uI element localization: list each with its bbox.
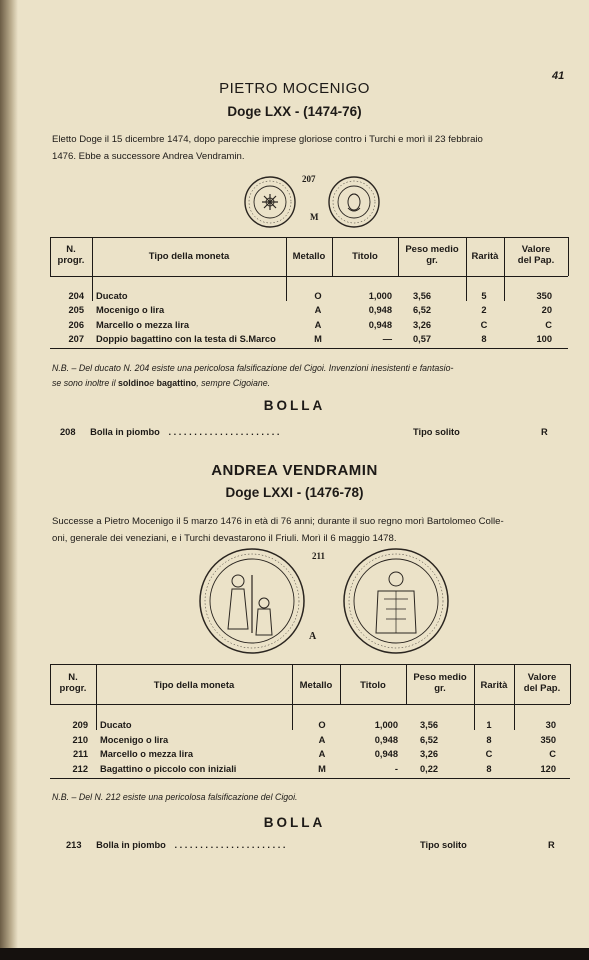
table-bottom-rule: [50, 348, 568, 349]
note-line: N.B. – Del ducato N. 204 esiste una pericolosa falsificazione del Cigoi. Invenzioni inesistenti e fantasio-: [52, 363, 454, 373]
page-bottom-edge: [0, 948, 589, 960]
cell-rarita: 8: [481, 334, 487, 344]
cell-titolo: -: [394, 764, 398, 774]
cell-titolo: 0,948: [368, 305, 392, 315]
cell-titolo: 0,948: [374, 749, 398, 759]
cell-peso: 6,52: [420, 735, 439, 745]
header-valore: Valore del Pap.: [523, 672, 561, 694]
note-term-bagattino: bagattino: [156, 378, 197, 388]
cell-valore: 100: [536, 334, 552, 344]
note-text: se sono inoltre il: [52, 378, 119, 388]
header-tipo: Tipo della moneta: [153, 680, 235, 691]
note-vendramin: [52, 790, 297, 805]
header-rarita: Rarità: [471, 251, 499, 262]
section-subtitle-vendramin: Doge LXXI - (1476-78): [225, 485, 364, 500]
cell-valore: C: [549, 749, 556, 759]
note-text: , sempre Cigoiane.: [196, 378, 271, 388]
cell-valore: 350: [540, 735, 556, 745]
section-subtitle-mocenigo: Doge LXX - (1474-76): [227, 104, 362, 119]
bolla-row-208: [60, 427, 280, 437]
header-titolo: Titolo: [360, 680, 386, 691]
header-peso: Peso medio gr.: [405, 244, 459, 266]
bolla-title-2: BOLLA: [263, 815, 326, 830]
intro-line: 1476. Ebbe a successore Andrea Vendramin.: [52, 151, 245, 162]
table-top-rule: [50, 664, 570, 665]
cell-peso: 6,52: [413, 305, 432, 315]
header-n: N. progr.: [57, 244, 85, 266]
cell-metallo: A: [314, 305, 322, 315]
intro-text-mocenigo: [52, 131, 483, 165]
coin-letter: M: [310, 212, 319, 222]
cell-valore: 120: [540, 764, 556, 774]
col-divider: [286, 237, 287, 301]
coin-illustration-211: [198, 547, 450, 657]
cell-rarita: C: [485, 749, 493, 759]
header-n: N. progr.: [59, 672, 87, 694]
cell-tipo: Doppio bagattino con la testa di S.Marco: [96, 334, 276, 344]
bolla-desc: Tipo solito: [413, 427, 460, 437]
cell-peso: 0,57: [413, 334, 432, 344]
bolla-valore: R: [541, 427, 548, 437]
cell-titolo: 0,948: [368, 320, 392, 330]
cell-titolo: 0,948: [374, 735, 398, 745]
cell-tipo: Marcello o mezza lira: [96, 320, 190, 330]
intro-text-vendramin: [52, 513, 504, 547]
cell-tipo: Mocenigo o lira: [96, 305, 165, 315]
coin-211-drawing: [198, 547, 450, 657]
cell-metallo: A: [318, 749, 326, 759]
table-bottom-rule: [50, 778, 570, 779]
cell-tipo: Ducato: [100, 720, 132, 730]
cell-rarita: 5: [481, 291, 487, 301]
cell-titolo: 1,000: [374, 720, 398, 730]
cell-valore: 350: [536, 291, 552, 301]
col-divider: [292, 664, 293, 730]
cell-rarita: 8: [486, 735, 492, 745]
cell-n: 211: [73, 749, 88, 759]
bolla-dots: . . . . . . . . . . . . . . . . . . . . . .: [168, 427, 280, 437]
cell-rarita: 8: [486, 764, 492, 774]
bolla-row-213: [66, 840, 286, 850]
cell-peso: 3,56: [413, 291, 432, 301]
col-divider: [92, 237, 93, 301]
bolla-tipo: Bolla in piombo: [90, 427, 160, 437]
bolla-n: 213: [66, 840, 82, 850]
cell-tipo: Bagattino o piccolo con iniziali: [100, 764, 237, 774]
cell-metallo: O: [318, 720, 326, 730]
bolla-valore: R: [548, 840, 555, 850]
cell-valore: C: [545, 320, 552, 330]
col-divider: [466, 237, 467, 301]
cell-n: 209: [72, 720, 88, 730]
bolla-title-1: BOLLA: [263, 398, 326, 413]
cell-peso: 3,26: [420, 749, 439, 759]
cell-peso: 0,22: [420, 764, 439, 774]
cell-metallo: O: [314, 291, 322, 301]
cell-rarita: 1: [486, 720, 492, 730]
cell-metallo: A: [318, 735, 326, 745]
cell-peso: 3,26: [413, 320, 432, 330]
cell-n: 204: [68, 291, 84, 301]
col-divider: [570, 664, 571, 704]
bolla-dots: . . . . . . . . . . . . . . . . . . . . . .: [174, 840, 286, 850]
header-peso: Peso medio gr.: [413, 672, 467, 694]
bolla-n: 208: [60, 427, 76, 437]
page-number: 41: [552, 70, 565, 82]
cell-tipo: Marcello o mezza lira: [100, 749, 194, 759]
note-line: N.B. – Del N. 212 esiste una pericolosa falsificazione del Cigoi.: [52, 792, 298, 802]
cell-peso: 3,56: [420, 720, 439, 730]
section-title-mocenigo: PIETRO MOCENIGO: [219, 80, 370, 97]
coin-illustration-207: [244, 172, 384, 232]
table-header-rule: [50, 276, 568, 277]
cell-tipo: Ducato: [96, 291, 128, 301]
cell-titolo: 1,000: [368, 291, 392, 301]
coin-letter: A: [309, 631, 317, 642]
cell-rarita: C: [480, 320, 488, 330]
note-mocenigo: [52, 361, 453, 391]
header-titolo: Titolo: [352, 251, 378, 262]
bolla-tipo: Bolla in piombo: [96, 840, 166, 850]
cell-metallo: M: [314, 334, 322, 344]
cell-n: 206: [68, 320, 84, 330]
coin-number: 211: [312, 551, 326, 561]
col-divider: [474, 664, 475, 730]
table-header-rule: [50, 704, 570, 705]
bolla-desc: Tipo solito: [420, 840, 467, 850]
table-top-rule: [50, 237, 568, 238]
note-text: e: [149, 378, 157, 388]
header-rarita: Rarità: [480, 680, 508, 691]
cell-titolo: —: [382, 334, 392, 344]
header-tipo: Tipo della moneta: [148, 251, 230, 262]
cell-rarita: 2: [481, 305, 487, 315]
cell-n: 212: [72, 764, 88, 774]
cell-n: 210: [72, 735, 88, 745]
cell-tipo: Mocenigo o lira: [100, 735, 169, 745]
coin-number: 207: [302, 174, 316, 184]
intro-line: Eletto Doge il 15 dicembre 1474, dopo parecchie imprese gloriose contro i Turchi e morì il 23 febbraio: [52, 134, 483, 145]
header-valore: Valore del Pap.: [517, 244, 555, 266]
cell-n: 205: [68, 305, 84, 315]
header-metallo: Metallo: [292, 251, 326, 262]
cell-valore: 30: [545, 720, 556, 730]
cell-n: 207: [68, 334, 84, 344]
col-divider: [568, 237, 569, 276]
cell-metallo: A: [314, 320, 322, 330]
cell-metallo: M: [318, 764, 326, 774]
note-term-soldino: soldino: [118, 378, 150, 388]
section-title-vendramin: ANDREA VENDRAMIN: [211, 462, 378, 479]
intro-line: Successe a Pietro Mocenigo il 5 marzo 1476 in età di 76 anni; durante il suo regno morì Bartolomeo Colle-: [52, 516, 504, 527]
header-metallo: Metallo: [299, 680, 333, 691]
col-divider: [96, 664, 97, 730]
intro-line: oni, generale dei veneziani, e i Turchi devastarono il Friuli. Morì il 6 maggio 1478.: [52, 533, 397, 544]
cell-valore: 20: [541, 305, 552, 315]
